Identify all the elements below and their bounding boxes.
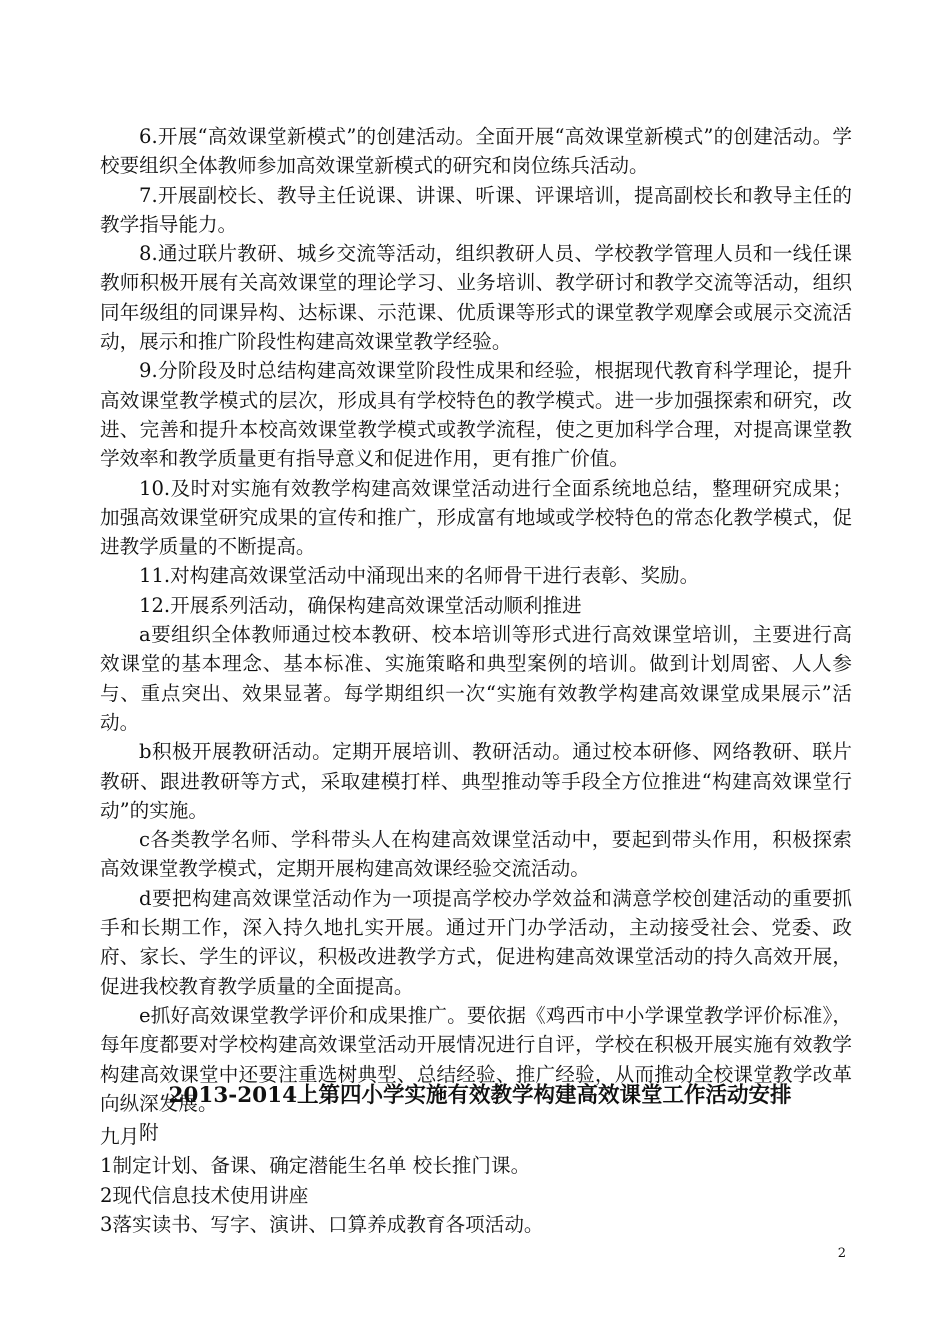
schedule-month: 九月 (100, 1125, 140, 1148)
annex-label: 附 (139, 1121, 159, 1145)
schedule-item: 2现代信息技术使用讲座 (100, 1183, 309, 1207)
paragraph-item-7: 7.开展副校长、教导主任说课、讲课、听课、评课培训，提高副校长和教导主任的教学指导能力。 (100, 183, 852, 236)
paragraph-item-6: 6.开展“高效课堂新模式”的创建活动。全面开展“高效课堂新模式”的创建活动。学校要组织全体教师参加高效课堂新模式的研究和岗位练兵活动。 (100, 125, 852, 178)
paragraph-item-8: 8.通过联片教研、城乡交流等活动，组织教研人员、学校教学管理人员和一线任课教师积极开展有关高效课堂的理论学习、业务培训、教学研讨和教学交流等活动，组织同年级组的同课异构、达标课、示范课、优质课等形式的课堂教学观摩会或展示交流活动，展示和推广阶段性构建高效课堂教学经验。 (100, 242, 852, 354)
page-number: 2 (837, 1246, 846, 1261)
paragraph-subitem-c: c各类教学名师、学科带头人在构建高效课堂活动中，要起到带头作用，积极探索高效课堂教学模式，定期开展构建高效课经验交流活动。 (100, 828, 852, 881)
schedule-item: 3落实读书、写字、演讲、口算养成教育各项活动。 (100, 1212, 544, 1236)
schedule-item: 1制定计划、备课、确定潜能生名单 校长推门课。 (100, 1154, 531, 1178)
paragraph-item-12: 12.开展系列活动，确保构建高效课堂活动顺利推进 (139, 593, 582, 617)
schedule-title: 2013-2014上第四小学实施有效教学构建高效课堂工作活动安排 (168, 1083, 792, 1108)
paragraph-item-11: 11.对构建高效课堂活动中涌现出来的名师骨干进行表彰、奖励。 (139, 564, 700, 588)
paragraph-item-9: 9.分阶段及时总结构建高效课堂阶段性成果和经验，根据现代教育科学理论，提升高效课堂教学模式的层次，形成具有学校特色的教学模式。进一步加强探索和研究，改进、完善和提升本校高效课堂教学模式或教学流程，使之更加科学合理，对提高课堂教学效率和教学质量更有指导意义和促进作用，更有推广价值。 (100, 359, 852, 471)
paragraph-item-10: 10.及时对实施有效教学构建高效课堂活动进行全面系统地总结，整理研究成果；加强高效课堂研究成果的宣传和推广，形成富有地域或学校特色的常态化教学模式，促进教学质量的不断提高。 (100, 476, 852, 559)
paragraph-subitem-b: b积极开展教研活动。定期开展培训、教研活动。通过校本研修、网络教研、联片教研、跟进教研等方式，采取建模打样、典型推动等手段全方位推进“构建高效课堂行动”的实施。 (100, 740, 852, 822)
body-text (100, 122, 852, 1147)
paragraph-subitem-a: a要组织全体教师通过校本教研、校本培训等形式进行高效课堂培训，主要进行高效课堂的基本理念、基本标准、实施策略和典型案例的培训。做到计划周密、人人参与、重点突出、效果显著。每学期组织一次“实施有效教学构建高效课堂成果展示”活动。 (100, 623, 852, 734)
paragraph-subitem-e: e抓好高效课堂教学评价和成果推广。要依据《鸡西市中小学课堂教学评价标准》，每年度都要对学校构建高效课堂活动开展情况进行自评，学校在积极开展实施有效教学构建高效课堂中还要注重选树典型、总结经验、推广经验，从而推动全校课堂教学改革向纵深发展。 (100, 1003, 852, 1115)
paragraph-subitem-d: d要把构建高效课堂活动作为一项提高学校办学效益和满意学校创建活动的重要抓手和长期工作，深入持久地扎实开展。通过开门办学活动，主动接受社会、党委、政府、家长、学生的评议，积极改进教学方式，促进构建高效课堂活动的持久高效开展，促进我校教育教学质量的全面提高。 (100, 886, 852, 998)
schedule-section (100, 1122, 852, 1239)
